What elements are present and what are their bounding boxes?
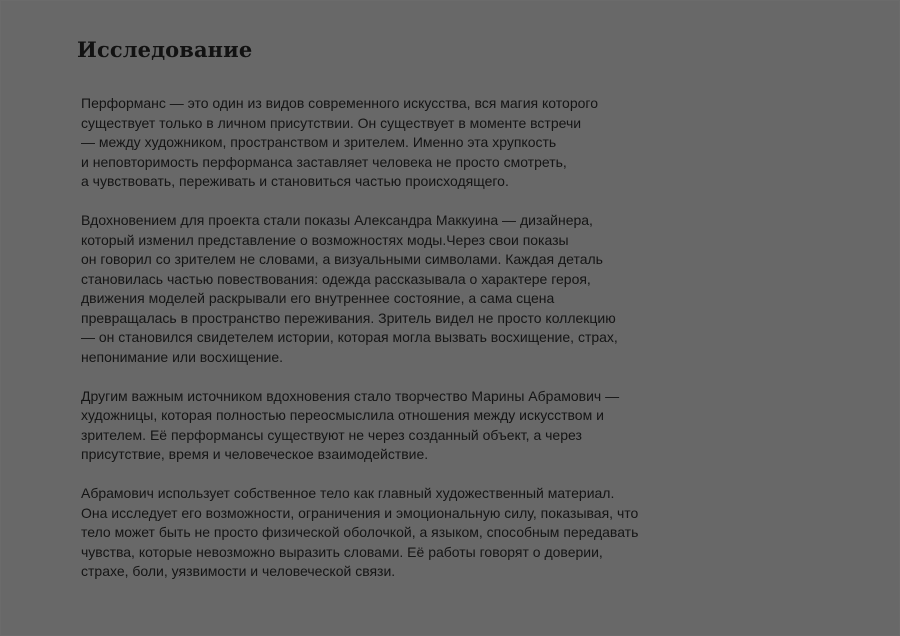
text-line: Другим важным источником вдохновения стало творчество Марины Абрамович — (81, 387, 620, 404)
text-line: существует только в личном присутствии. Он существует в моменте встречи (81, 114, 582, 131)
text-line: чувства, которые невозможно выразить словами. Её работы говорят о доверии, (81, 543, 603, 560)
paragraph-performance (81, 94, 681, 192)
document-page (1, 1, 899, 635)
text-line: зрителем. Её перформансы существуют не через созданный объект, а через (81, 426, 582, 443)
text-line: — между художником, пространством и зрителем. Именно эта хрупкость (81, 134, 557, 150)
text-line: Вдохновением для проекта стали показы Александра Маккуина — дизайнера, (81, 212, 593, 228)
text-line: непонимание или восхищение. (81, 348, 284, 365)
text-line: Перформанс — это один из видов современного искусства, вся магия которого (81, 95, 598, 111)
document-body (81, 94, 681, 601)
text-line: художницы, которая полностью переосмыслила отношения между искусством и (81, 407, 604, 423)
paragraph-abramovic-intro (81, 387, 681, 465)
page-title: Исследование (77, 37, 253, 62)
text-line: Абрамович использует собственное тело как главный художественный материал. (81, 485, 615, 501)
text-line: который изменил представление о возможностях моды.Через свои показы (81, 231, 569, 248)
text-line: — он становился свидетелем истории, которая могла вызвать восхищение, страх, (81, 329, 618, 345)
text-line: присутствие, время и человеческое взаимодействие. (81, 446, 429, 462)
text-line: и неповторимость перформанса заставляет человека не просто смотреть, (81, 153, 567, 170)
text-line: превращалась в пространство переживания. Зритель видел не просто коллекцию (81, 309, 616, 326)
text-line: а чувствовать, переживать и становиться частью происходящего. (81, 173, 509, 189)
paragraph-abramovic-body (81, 484, 681, 582)
text-line: движения моделей раскрывали его внутреннее состояние, а сама сцена (81, 290, 555, 306)
text-line: становилась частью повествования: одежда рассказывала о характере героя, (81, 270, 591, 287)
text-line: он говорил со зрителем не словами, а визуальными символами. Каждая деталь (81, 251, 603, 267)
paragraph-mcqueen (81, 211, 681, 367)
text-line: страхе, боли, уязвимости и человеческой связи. (81, 563, 396, 579)
text-line: Она исследует его возможности, ограничения и эмоциональную силу, показывая, что (81, 504, 639, 521)
text-line: тело может быть не просто физической оболочкой, а языком, способным передавать (81, 524, 639, 540)
